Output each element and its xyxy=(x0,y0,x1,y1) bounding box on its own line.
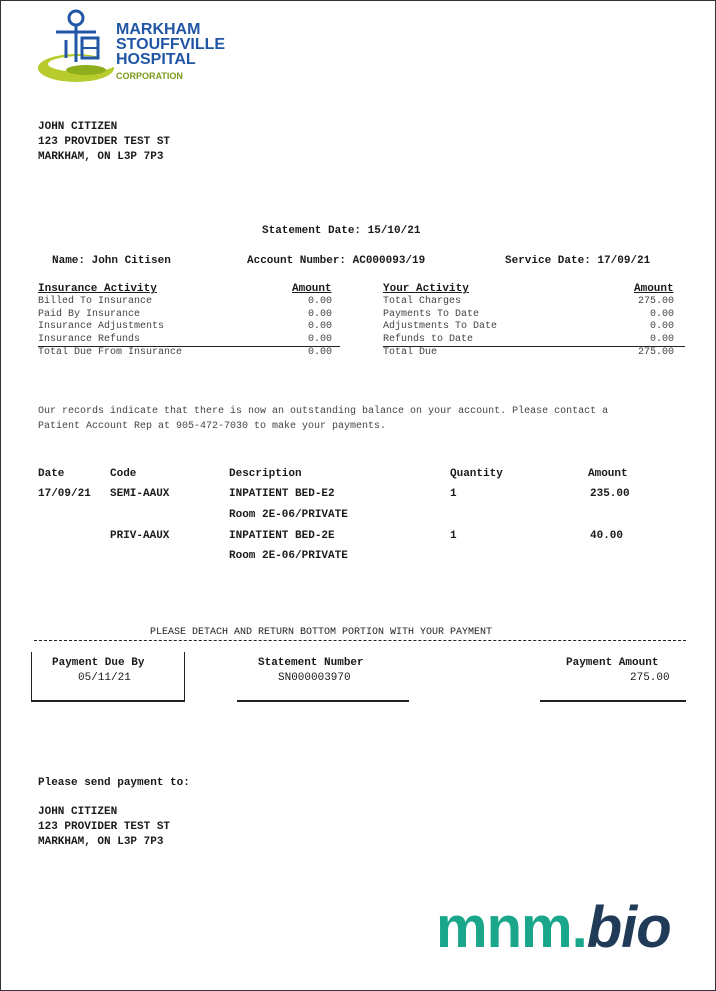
activity-row-amount: 0.00 xyxy=(650,321,675,332)
activity-header-amount: Amount xyxy=(634,283,674,295)
remit-city: MARKHAM, ON L3P 7P3 xyxy=(38,836,164,848)
message-line-1: Our records indicate that there is now an outstanding balance on your account. Please contact a xyxy=(38,406,609,417)
column-header-date: Date xyxy=(38,468,65,480)
logo-line-3: HOSPITAL xyxy=(116,51,196,68)
insurance-row-amount: 0.00 xyxy=(308,309,333,320)
insurance-row-amount: 0.00 xyxy=(308,296,333,307)
send-payment-heading: Please send payment to: xyxy=(38,777,190,789)
column-header-description: Description xyxy=(229,468,302,480)
item-room: Room 2E-06/PRIVATE xyxy=(229,550,348,562)
payment-due-box-bottom-border xyxy=(31,700,185,702)
recipient-street: 123 PROVIDER TEST ST xyxy=(38,136,171,148)
activity-header-label: Your Activity xyxy=(383,283,469,295)
item-description: INPATIENT BED-2E xyxy=(229,530,335,542)
activity-row-amount: 0.00 xyxy=(650,334,675,345)
activity-row-label: Payments To Date xyxy=(383,309,480,320)
item-quantity: 1 xyxy=(450,488,457,500)
insurance-row-amount: 0.00 xyxy=(308,321,333,332)
statement-date: Statement Date: 15/10/21 xyxy=(262,225,421,237)
logo-line-4: CORPORATION xyxy=(116,71,183,81)
item-room: Room 2E-06/PRIVATE xyxy=(229,509,348,521)
item-amount: 40.00 xyxy=(590,530,624,542)
logo-line-2: STOUFFVILLE xyxy=(116,36,226,53)
recipient-name: JOHN CITIZEN xyxy=(38,121,118,133)
payment-due-label: Payment Due By xyxy=(52,657,145,669)
logo-line-1: MARKHAM xyxy=(116,21,201,38)
recipient-city: MARKHAM, ON L3P 7P3 xyxy=(38,151,164,163)
site-watermark xyxy=(436,894,671,961)
insurance-row-label: Insurance Adjustments xyxy=(38,321,165,332)
detach-instruction: PLEASE DETACH AND RETURN BOTTOM PORTION WITH YOUR PAYMENT xyxy=(150,627,493,638)
insurance-header-amount: Amount xyxy=(292,283,332,295)
service-date: Service Date: 17/09/21 xyxy=(505,255,651,267)
payment-due-value: 05/11/21 xyxy=(78,672,131,684)
patient-name: Name: John Citisen xyxy=(52,255,171,267)
insurance-row-amount: 0.00 xyxy=(308,334,333,345)
item-code: SEMI-AAUX xyxy=(110,488,170,500)
insurance-total-label: Total Due From Insurance xyxy=(38,347,183,358)
activity-total-label: Total Due xyxy=(383,347,438,358)
payment-amount-underline xyxy=(540,700,686,702)
detach-dashed-line xyxy=(34,640,686,641)
statement-number-underline xyxy=(237,700,409,702)
insurance-row-label: Billed To Insurance xyxy=(38,296,153,307)
insurance-total-amount: 0.00 xyxy=(308,347,333,358)
remit-street: 123 PROVIDER TEST ST xyxy=(38,821,171,833)
column-header-code: Code xyxy=(110,468,137,480)
activity-row-amount: 275.00 xyxy=(638,296,675,307)
insurance-row-label: Paid By Insurance xyxy=(38,309,141,320)
item-code: PRIV-AAUX xyxy=(110,530,170,542)
payment-due-box-right-border xyxy=(184,652,185,700)
hospital-logo-icon xyxy=(36,6,118,92)
payment-due-box-left-border xyxy=(31,652,32,700)
item-amount: 235.00 xyxy=(590,488,630,500)
account-number: Account Number: AC000093/19 xyxy=(247,255,426,267)
activity-row-label: Total Charges xyxy=(383,296,462,307)
payment-amount-value: 275.00 xyxy=(630,672,670,684)
payment-amount-label: Payment Amount xyxy=(566,657,659,669)
insurance-row-label: Insurance Refunds xyxy=(38,334,141,345)
activity-row-amount: 0.00 xyxy=(650,309,675,320)
watermark-part-1: mnm. xyxy=(436,895,587,960)
item-description: INPATIENT BED-E2 xyxy=(229,488,335,500)
message-line-2: Patient Account Rep at 905-472-7030 to make your payments. xyxy=(38,421,387,432)
column-header-quantity: Quantity xyxy=(450,468,503,480)
statement-number-value: SN000003970 xyxy=(278,672,351,684)
statement-number-label: Statement Number xyxy=(258,657,364,669)
column-header-amount: Amount xyxy=(588,468,628,480)
remit-name: JOHN CITIZEN xyxy=(38,806,118,818)
item-quantity: 1 xyxy=(450,530,457,542)
activity-row-label: Refunds to Date xyxy=(383,334,474,345)
watermark-part-2: bio xyxy=(586,895,671,960)
insurance-header-label: Insurance Activity xyxy=(38,283,157,295)
activity-row-label: Adjustments To Date xyxy=(383,321,498,332)
activity-total-amount: 275.00 xyxy=(638,347,675,358)
item-date: 17/09/21 xyxy=(38,488,91,500)
